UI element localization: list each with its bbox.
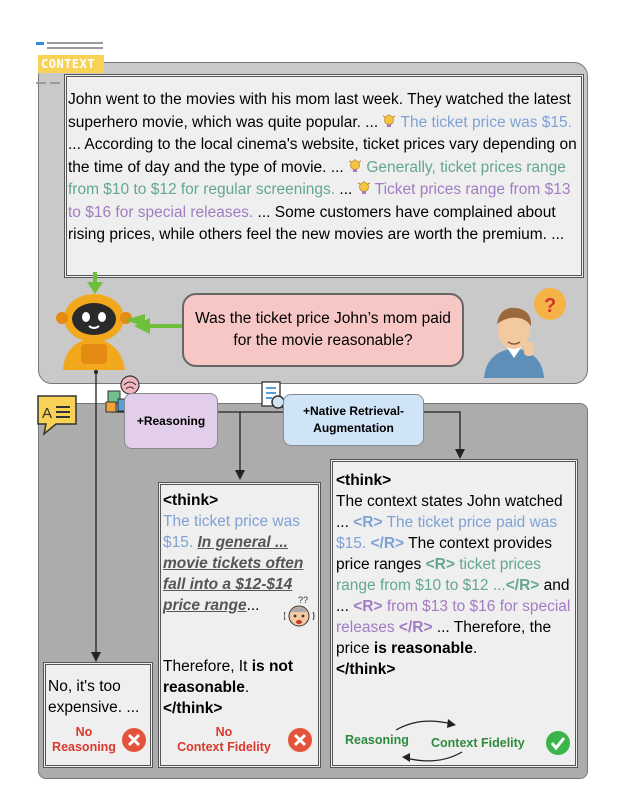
retrieval-tag-close: </R> — [370, 535, 405, 552]
context-part-5: ... — [335, 181, 357, 198]
reasoning-button[interactable] — [124, 393, 218, 449]
error-x-icon — [121, 727, 147, 753]
hallucinated-range: In general ... movie tickets often fall into a $12-$14 price range — [163, 534, 304, 614]
reasoning-conclusion-post: . — [244, 679, 250, 696]
svg-text:?: ? — [544, 295, 557, 317]
check-icon — [545, 730, 571, 756]
retrieval-tag-open: <R> — [353, 598, 383, 615]
no-reasoning-label-line1: No — [75, 725, 93, 739]
rag-conclusion-bold: is reasonable — [373, 640, 473, 657]
retrieval-tag-close: </R> — [398, 619, 433, 636]
no-context-fidelity-line2: Context Fidelity — [177, 740, 271, 754]
reasoning-conclusion-bold: is not reasonable — [163, 658, 294, 696]
reasoning-think-close: </think> — [163, 700, 223, 717]
native-retrieval-augmentation-button[interactable] — [283, 394, 424, 446]
question-text: Was the ticket price John’s mom paid for the movie reasonable? — [195, 310, 451, 349]
rag-text-4: ... Therefore, the price — [336, 619, 552, 657]
rag-ticket-price: The ticket price paid was $15. — [336, 514, 558, 552]
svg-text:A: A — [42, 405, 53, 422]
reasoning-conclusion — [163, 656, 319, 719]
reasoning-ellipsis: ... — [246, 597, 260, 614]
reasoning-conclusion-pre: Therefore, It — [163, 658, 252, 675]
no-context-fidelity-line1: No — [215, 725, 233, 739]
svg-text:??: ?? — [298, 595, 309, 605]
context-part-1: John went to the movies with his mom last week. They watched the latest superhero movie, which was quite popular. ... — [68, 91, 571, 131]
context-regular-range: Generally, ticket prices range from $10 to $12 for regular screenings. — [68, 158, 566, 198]
rag-reasoning-text — [336, 470, 576, 680]
rag-regular-range: ticket prices range from $10 to $12 ... — [336, 556, 542, 594]
context-fidelity-label: Context Fidelity — [431, 736, 525, 750]
rag-special-range: from $13 to $16 for special releases — [336, 598, 571, 636]
context-tag: CONTEXT — [38, 55, 104, 73]
confused-face-icon — [284, 594, 318, 630]
error-x-icon — [287, 727, 313, 753]
rag-text-2: The context provides price ranges — [336, 535, 553, 573]
no-reasoning-label — [48, 725, 120, 755]
reasoning-label: Reasoning — [345, 733, 409, 747]
rag-think-close: </think> — [336, 661, 396, 678]
rag-button-label-line1: +Native Retrieval- — [302, 404, 405, 418]
retrieval-tag-open: <R> — [425, 556, 455, 573]
rag-conclusion-post: . — [472, 640, 478, 657]
context-special-range: Ticket prices range from $13 to $16 for special releases. — [68, 181, 571, 221]
rag-text-1: The context states John watched ... — [336, 493, 563, 531]
no-context-fidelity-label — [164, 725, 284, 755]
rag-button-label-line2: Augmentation — [313, 421, 394, 435]
rag-text-3: and ... — [336, 577, 570, 615]
no-reasoning-label-line2: Reasoning — [52, 740, 116, 754]
retrieval-tag-open: <R> — [353, 514, 383, 531]
context-part-3: ... According to the local cinema's website, ticket prices vary depending on the time of day and the type of movie. ... — [68, 136, 577, 176]
no-reasoning-answer: No, it's too expensive. ... — [48, 678, 140, 716]
rag-think-open: <think> — [336, 472, 392, 489]
context-part-7: ... Some customers have complained about rising prices, while others feel the new movies are worth the premium. ... — [68, 203, 565, 243]
retrieval-tag-close: </R> — [505, 577, 540, 594]
context-ticket-price: The ticket price was $15. — [400, 113, 572, 131]
reasoning-think-open: <think> — [163, 492, 219, 509]
reasoning-button-label: +Reasoning — [136, 414, 206, 428]
reasoning-ticket-price: The ticket price was $15. — [163, 513, 300, 551]
